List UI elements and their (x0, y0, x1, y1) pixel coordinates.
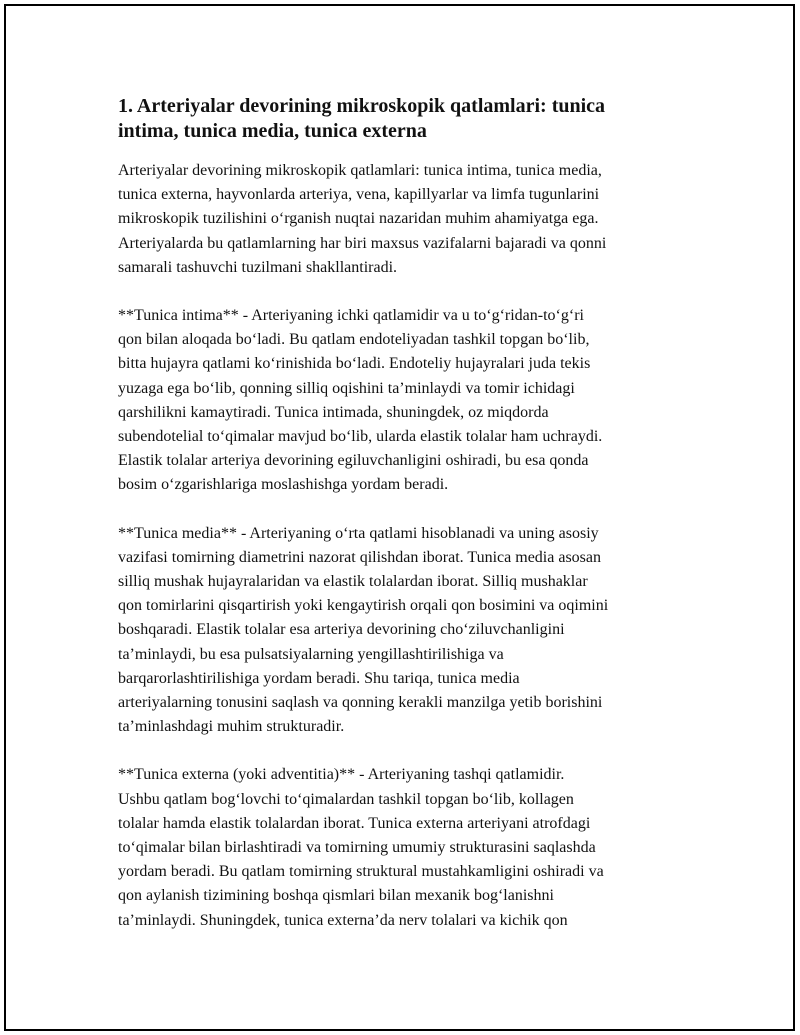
paragraph-line: ta’minlashdagi muhim strukturadir. (118, 718, 345, 736)
paragraph-line: Ushbu qatlam bog‘lovchi to‘qimalardan tashkil topgan bo‘lib, kollagen (118, 790, 574, 808)
tunica-externa-paragraph (118, 763, 688, 932)
paragraph-line: boshqaradi. Elastik tolalar esa arteriya devorining cho‘ziluvchanligini (118, 621, 565, 639)
tunica-media-paragraph (118, 522, 688, 740)
paragraph-line: subendotelial to‘qimalar mavjud bo‘lib, ularda elastik tolalar ham uchraydi. (118, 428, 603, 446)
paragraph-line: to‘qimalar bilan birlashtiradi va tomirning umumiy strukturasini saqlashda (118, 839, 596, 857)
paragraph-line: qon bilan aloqada bo‘ladi. Bu qatlam endoteliyadan tashkil topgan bo‘lib, (118, 331, 590, 349)
paragraph-line: **Tunica media** - Arteriyaning o‘rta qatlami hisoblanadi va uning asosiy (118, 524, 599, 542)
heading-line: intima, tunica media, tunica externa (118, 120, 427, 142)
section-heading (118, 94, 688, 144)
tunica-intima-paragraph (118, 304, 688, 498)
document-body (118, 94, 688, 957)
intro-paragraph (118, 159, 688, 280)
paragraph-line: yordam beradi. Bu qatlam tomirning struktural mustahkamligini oshiradi va (118, 863, 604, 881)
paragraph-line: yuzaga ega bo‘lib, qonning silliq oqishini ta’minlaydi va tomir ichidagi (118, 379, 575, 397)
paragraph-line: ta’minlaydi. Shuningdek, tunica externa’da nerv tolalari va kichik qon (118, 911, 568, 929)
paragraph-line: tolalar hamda elastik tolalardan iborat. Tunica externa arteriyani atrofdagi (118, 814, 591, 832)
paragraph-line: samarali tashuvchi tuzilmani shakllantiradi. (118, 258, 398, 276)
paragraph-line: mikroskopik tuzilishini o‘rganish nuqtai nazaridan muhim ahamiyatga ega. (118, 210, 599, 228)
paragraph-line: **Tunica intima** - Arteriyaning ichki qatlamidir va u to‘g‘ridan-to‘g‘ri (118, 307, 584, 325)
paragraph-line: qon aylanish tizimining boshqa qismlari bilan mexanik bog‘lanishni (118, 887, 554, 905)
paragraph-line: arteriyalarning tonusini saqlash va qonning kerakli manzilga yetib borishini (118, 694, 603, 712)
paragraph-line: qarshilikni kamaytiradi. Tunica intimada, shuningdek, oz miqdorda (118, 403, 549, 421)
paragraph-line: Arteriyalarda bu qatlamlarning har biri maxsus vazifalarni bajaradi va qonni (118, 234, 607, 252)
paragraph-line: vazifasi tomirning diametrini nazorat qilishdan iborat. Tunica media asosan (118, 548, 601, 566)
paragraph-line: tunica externa, hayvonlarda arteriya, vena, kapillyarlar va limfa tugunlarini (118, 186, 600, 204)
paragraph-line: Elastik tolalar arteriya devorining egiluvchanligini oshiradi, bu esa qonda (118, 452, 589, 470)
paragraph-line: ta’minlaydi, bu esa pulsatsiyalarning yengillashtirilishiga va (118, 645, 504, 663)
paragraph-line: bitta hujayra qatlami ko‘rinishida bo‘ladi. Endoteliy hujayralari juda tekis (118, 355, 591, 373)
paragraph-line: **Tunica externa (yoki adventitia)** - Arteriyaning tashqi qatlamidir. (118, 766, 565, 784)
paragraph-line: Arteriyalar devorining mikroskopik qatlamlari: tunica intima, tunica media, (118, 162, 602, 179)
paragraph-line: qon tomirlarini qisqartirish yoki kengaytirish orqali qon bosimini va oqimini (118, 597, 609, 615)
paragraph-line: silliq mushak hujayralaridan va elastik tolalardan iborat. Silliq mushaklar (118, 573, 588, 591)
paragraph-line: barqarorlashtirilishiga yordam beradi. Shu tariqa, tunica media (118, 669, 520, 687)
heading-line: 1. Arteriyalar devorining mikroskopik qatlamlari: tunica (118, 95, 606, 117)
paragraph-line: bosim o‘zgarishlariga moslashishga yordam beradi. (118, 476, 449, 494)
